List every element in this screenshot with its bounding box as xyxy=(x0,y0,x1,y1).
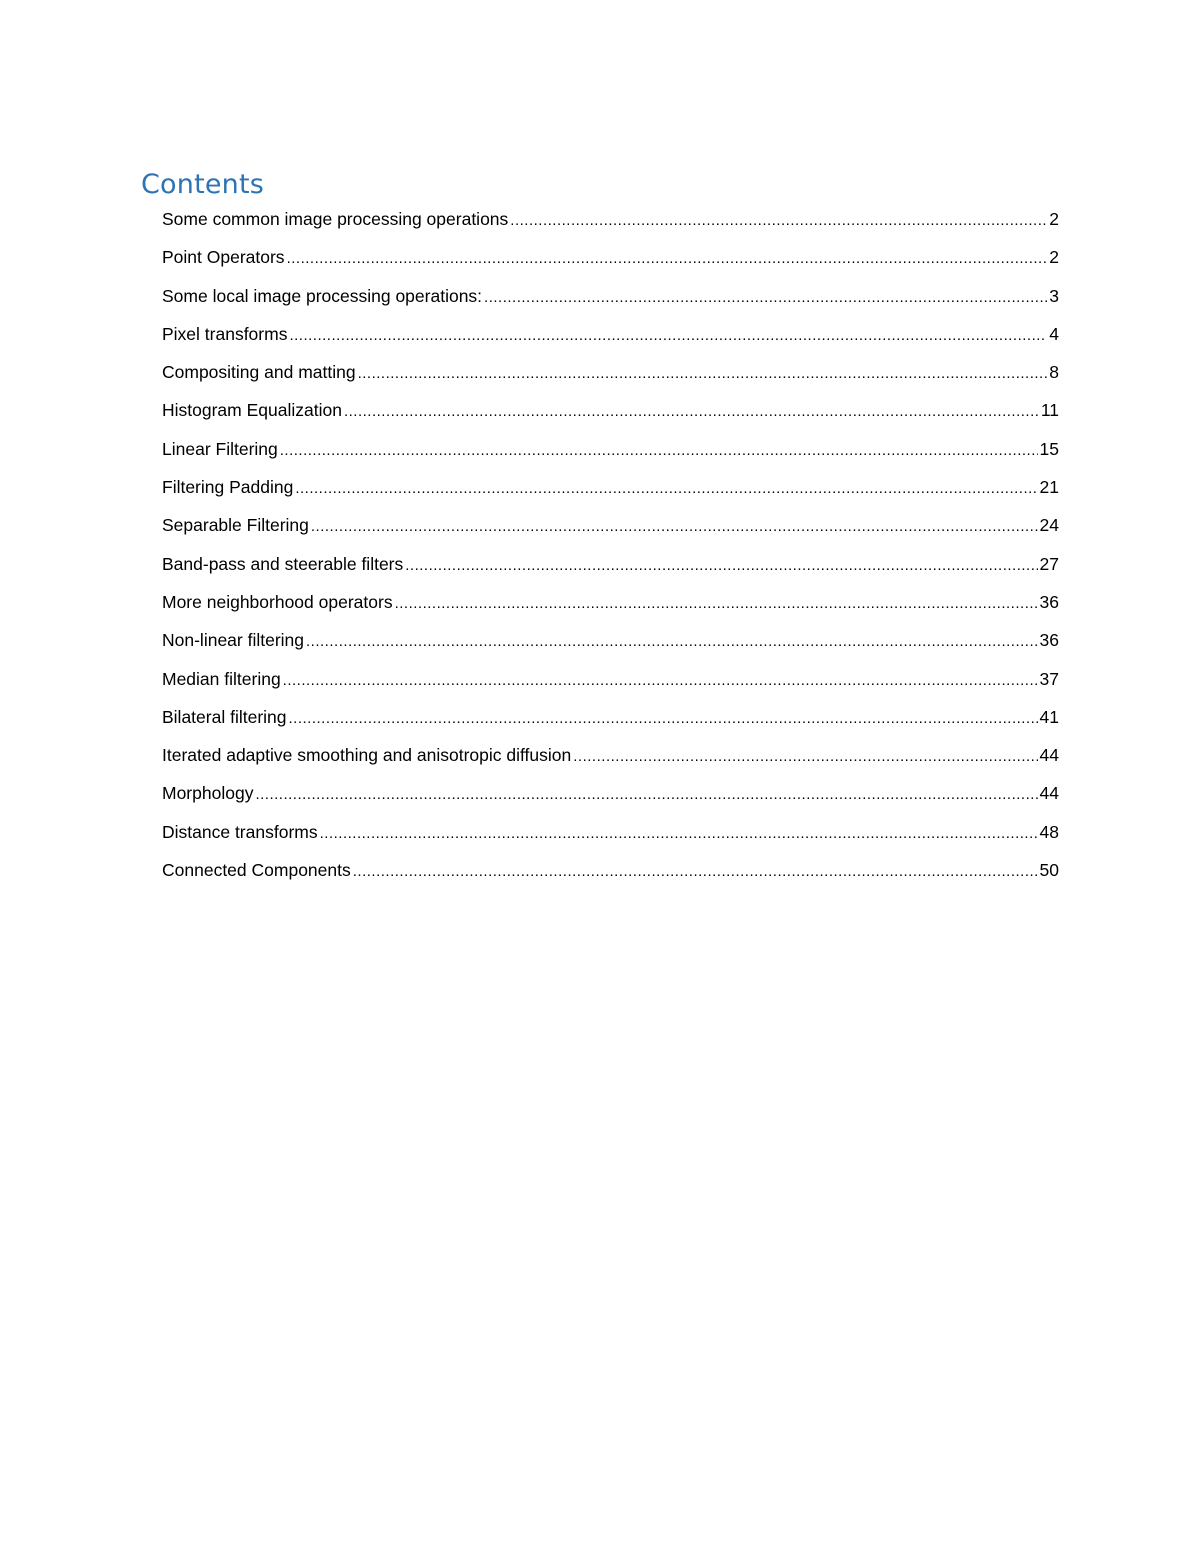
toc-entry-page: 4 xyxy=(1049,323,1059,344)
toc-entry[interactable] xyxy=(162,663,1059,701)
toc-entry-page: 2 xyxy=(1049,209,1059,229)
toc-entry-title: Filtering Padding xyxy=(162,477,294,498)
toc-entry-title: More neighborhood operators xyxy=(162,591,393,612)
toc-entry-title: Connected Components xyxy=(162,860,351,881)
toc-dot-leader xyxy=(306,626,1038,658)
toc-entry[interactable] xyxy=(162,548,1059,586)
toc-dot-leader xyxy=(289,320,1047,352)
toc-dot-leader xyxy=(405,550,1037,582)
toc-entry-page: 15 xyxy=(1039,438,1059,459)
toc-entry[interactable] xyxy=(162,509,1059,547)
toc-dot-leader xyxy=(311,511,1038,543)
toc-entry-page: 27 xyxy=(1039,553,1059,574)
toc-entry-title: Median filtering xyxy=(162,668,281,689)
toc-entry[interactable] xyxy=(162,203,1059,241)
toc-entry[interactable] xyxy=(162,816,1059,854)
toc-entry-title: Morphology xyxy=(162,783,254,804)
toc-entry-page: 21 xyxy=(1039,477,1059,498)
toc-entry[interactable] xyxy=(162,318,1059,356)
toc-entry[interactable] xyxy=(162,739,1059,777)
toc-entry-page: 44 xyxy=(1039,783,1059,804)
toc-dot-leader xyxy=(280,435,1038,467)
toc-entry-page: 48 xyxy=(1039,821,1059,842)
toc-entry-title: Distance transforms xyxy=(162,821,318,842)
toc-entry[interactable] xyxy=(162,701,1059,739)
toc-entry-title: Non-linear filtering xyxy=(162,630,305,651)
toc-entry[interactable] xyxy=(162,241,1059,279)
toc-dot-leader xyxy=(255,779,1037,811)
toc-entry-title: Bilateral filtering xyxy=(162,706,287,727)
toc-entry-page: 3 xyxy=(1049,285,1059,306)
toc-dot-leader xyxy=(289,703,1038,735)
toc-entry-title: Iterated adaptive smoothing and anisotropic diffusion xyxy=(162,745,572,766)
toc-entry-page: 24 xyxy=(1039,515,1059,536)
table-of-contents xyxy=(162,203,1059,892)
toc-entry-title: Linear Filtering xyxy=(162,438,278,459)
toc-entry-page: 36 xyxy=(1039,630,1059,651)
toc-dot-leader xyxy=(484,282,1047,314)
toc-entry-page: 11 xyxy=(1040,400,1059,421)
toc-dot-leader xyxy=(320,818,1038,850)
toc-entry[interactable] xyxy=(162,433,1059,471)
toc-dot-leader xyxy=(573,741,1037,773)
toc-entry-page: 37 xyxy=(1039,668,1059,689)
toc-entry[interactable] xyxy=(162,777,1059,815)
toc-entry-title: Some common image processing operations xyxy=(162,209,509,229)
toc-entry-title: Some local image processing operations: xyxy=(162,285,483,306)
toc-dot-leader xyxy=(353,856,1038,888)
toc-entry-page: 36 xyxy=(1039,591,1059,612)
toc-dot-leader xyxy=(358,358,1048,390)
toc-dot-leader xyxy=(510,205,1047,237)
toc-entry[interactable] xyxy=(162,280,1059,318)
toc-dot-leader xyxy=(287,243,1048,275)
toc-entry[interactable] xyxy=(162,854,1059,892)
toc-entry-page: 44 xyxy=(1039,745,1059,766)
toc-heading: Contents xyxy=(141,169,265,200)
toc-entry-page: 2 xyxy=(1049,247,1059,268)
toc-entry-page: 41 xyxy=(1039,706,1059,727)
toc-dot-leader xyxy=(295,473,1037,505)
toc-entry-title: Point Operators xyxy=(162,247,285,268)
toc-entry[interactable] xyxy=(162,586,1059,624)
toc-dot-leader xyxy=(283,665,1038,697)
toc-entry-title: Separable Filtering xyxy=(162,515,309,536)
toc-entry-page: 8 xyxy=(1049,362,1059,383)
toc-dot-leader xyxy=(395,588,1038,620)
toc-entry-title: Compositing and matting xyxy=(162,362,356,383)
toc-dot-leader xyxy=(344,396,1039,428)
toc-entry-title: Histogram Equalization xyxy=(162,400,342,421)
toc-entry[interactable] xyxy=(162,356,1059,394)
toc-entry-title: Pixel transforms xyxy=(162,323,288,344)
toc-entry[interactable] xyxy=(162,624,1059,662)
toc-entry[interactable] xyxy=(162,471,1059,509)
toc-entry-title: Band-pass and steerable filters xyxy=(162,553,404,574)
toc-entry-page: 50 xyxy=(1039,860,1059,881)
toc-entry[interactable] xyxy=(162,394,1059,432)
